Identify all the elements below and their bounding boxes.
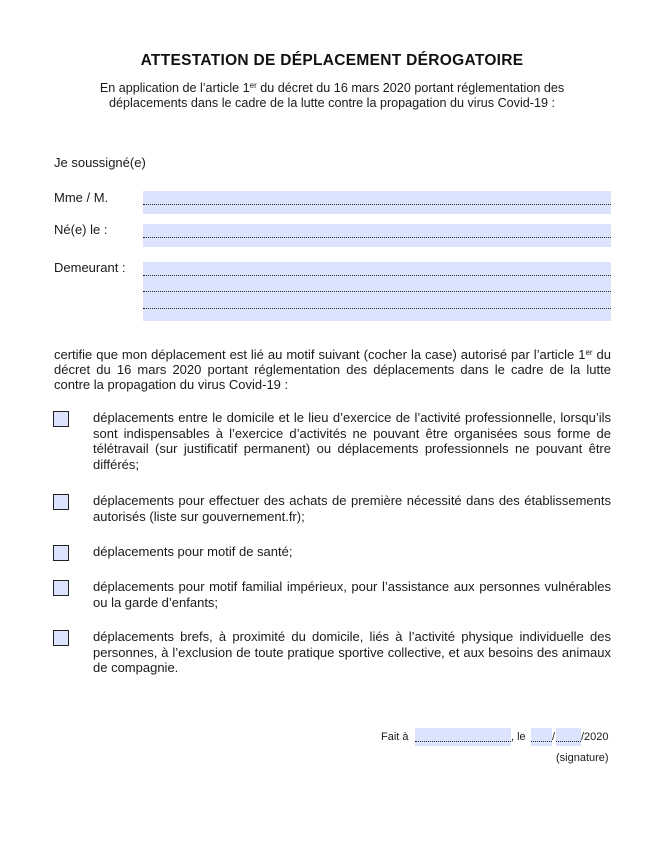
subtitle-superscript: er xyxy=(249,81,257,90)
checkbox-achats[interactable] xyxy=(53,494,69,510)
month-field-dotted-line xyxy=(556,741,581,742)
date-slash: / xyxy=(552,731,556,743)
subtitle-text-1: En application de l’article 1 xyxy=(99,81,250,95)
certify-superscript: er xyxy=(585,348,593,357)
checkbox-sport-animaux[interactable] xyxy=(53,630,69,646)
soussigne-label: Je soussigné(e) xyxy=(54,155,146,170)
name-field-dotted-line xyxy=(143,204,611,205)
subtitle-text-2: du décret du 16 mars 2020 portant réglementation des déplacements dans le cadre de la lutte contre la propagation du virus Covid-19 : xyxy=(109,81,565,110)
option-label-sante: déplacements pour motif de santé; xyxy=(93,544,293,559)
place-field-dotted-line xyxy=(415,741,511,742)
certify-text-2: du décret du 16 mars 2020 portant réglementation des déplacements dans le cadre de la lutte contre la propagation du virus Covid-19 : xyxy=(54,347,611,392)
day-field[interactable] xyxy=(531,728,552,746)
checkbox-travail[interactable] xyxy=(53,411,69,427)
address-field-dotted-line-1 xyxy=(143,275,611,276)
option-label-travail: déplacements entre le domicile et le lieu d’exercice de l’activité professionnelle, lorsqu’ils sont indispensables à l’exercice d’activités ne pouvant être organisées sous forme de télétravail (sur justificatif permanent) ou déplacements professionnels ne pouvant être différés; xyxy=(93,410,611,472)
name-label: Mme / M. xyxy=(54,190,109,205)
year-label: /2020 xyxy=(581,731,609,743)
certify-text-1: certifie que mon déplacement est lié au motif suivant (cocher la case) autorisé par l’article 1 xyxy=(54,347,586,362)
birth-date-field-dotted-line xyxy=(143,237,611,238)
option-label-sport-animaux: déplacements brefs, à proximité du domicile, liés à l’activité physique individuelle des personnes, à l’exclusion de toute pratique sportive collective, et aux besoins des animaux de compagnie. xyxy=(93,629,611,675)
option-label-achats: déplacements pour effectuer des achats de première nécessité dans des établissements autorisés (liste sur gouvernement.fr); xyxy=(93,493,611,524)
certify-paragraph xyxy=(54,347,611,392)
birth-date-label: Né(e) le : xyxy=(54,222,108,237)
address-label: Demeurant : xyxy=(54,260,126,275)
checkbox-sante[interactable] xyxy=(53,545,69,561)
place-field[interactable] xyxy=(415,728,511,746)
name-field[interactable] xyxy=(143,191,611,214)
address-field-dotted-line-3 xyxy=(143,308,611,309)
birth-date-field[interactable] xyxy=(143,224,611,247)
document-subtitle xyxy=(70,81,594,110)
day-field-dotted-line xyxy=(531,741,552,742)
checkbox-famille[interactable] xyxy=(53,580,69,596)
signature-label: (signature) xyxy=(556,752,609,764)
fait-a-label: Fait à xyxy=(381,731,409,743)
address-field-dotted-line-2 xyxy=(143,291,611,292)
option-label-famille: déplacements pour motif familial impérieux, pour l’assistance aux personnes vulnérables ou la garde d’enfants; xyxy=(93,579,611,610)
address-field[interactable] xyxy=(143,262,611,321)
document-title: ATTESTATION DE DÉPLACEMENT DÉROGATOIRE xyxy=(140,52,524,69)
month-field[interactable] xyxy=(556,728,581,746)
le-label: , le xyxy=(511,731,526,743)
